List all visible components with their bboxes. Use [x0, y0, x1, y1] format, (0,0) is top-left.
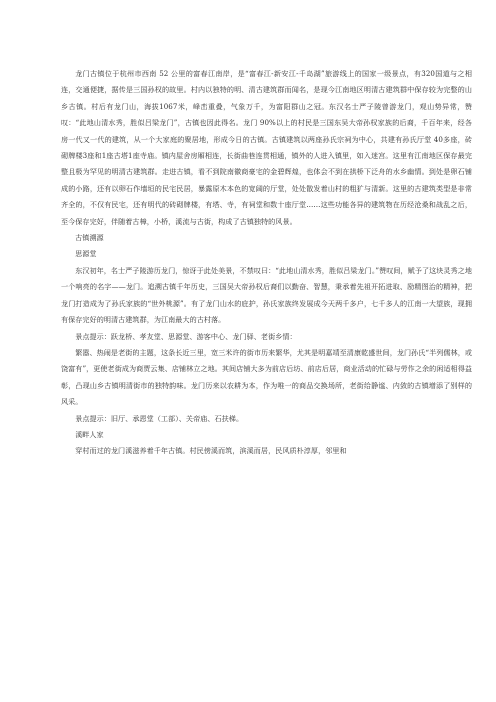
siyuan-paragraph: 东汉初年，名士严子陵游历龙门，惊讶于此处美景，不禁叹曰：“此地山清水秀，胜似吕梁龙门。”赞叹间，赋予了这块灵秀之地一个响亮的名字——龙门。追溯古镇千年历史，三国吴大帝孙权后裔们以勤奋、智慧，秉承着先祖开拓进取、励精图治的精神，把龙门打造成为了孙氏家族的“世外桃源”。有了龙门山水的庇护，孙氏家族终发展成今天两千多户，七千多人的江南一大望族，现拥有保存完好的明清古建筑群，为江南最大的古村落。	[61, 265, 472, 325]
creek-paragraph: 穿村而过的龙门溪滋养着千年古镇。村民傍溪而筑，滨溪而居，民风质朴淳厚，邻里和	[75, 446, 347, 456]
scenic-tip-1: 景点提示：跃龙桥、孝友堂、思源堂、游客中心、龙门驿、老街乡情：	[75, 331, 297, 341]
scenic-tip-2: 景点提示：旧厅、承恩堂（工部）、关帝庙、石扶梯。	[75, 413, 244, 423]
section-heading-origin: 古镇溯源	[75, 233, 104, 243]
sub-heading-siyuan: 思源堂	[75, 249, 97, 259]
intro-paragraph: 龙门古镇位于杭州市西南 52 公里的富春江南岸，是“富春江-新安江-千岛湖”旅游线上的国家一级景点，有320国道与之相连，交通便捷，据传是三国孙权的故里。村内以独特的明、清古建筑群而闻名，是现今江南地区明清古建筑群中保存较为完整的山乡古镇。村后有龙门山，海拔1067米，峰峦重叠，气象万千，为富阳群山之冠。东汉名士严子陵曾游龙门，观山势异常，赞叹：“此地山清水秀，胜似吕梁龙门”，古镇也因此得名。龙门 90%以上的村民是三国东吴大帝孙权家族的后裔，千百年来，经各房一代又一代的建筑，从一个大家庭的聚居地，形成今日的古镇。古镇建筑以两座孙氏宗祠为中心，共建有孙氏厅堂 40多座，砖砌牌楼3座和1座古塔1座寺庙。镇内屋舍房厢相连，长街曲巷连贯相通，镇外的人进入镇里，如入迷宫。这里有江南地区保存最完整且极为罕见的明清古建筑群。走进古镇，看不到院南徽商豪宅的金碧辉煌，也体会不到在拱桥下泛舟的水乡幽情。到处是卵石铺成的小路，还有以卵石作墙垣的民宅民居，暴露原木本色的宽阔的厅堂，处处散发着山村的粗犷与清新。这里的古建筑类型是非常齐全的，不仅有民宅，还有明代的砖砌牌楼，有塔、寺，有祠堂和数十座厅堂……这些功能各异的建筑物在历经沧桑和战乱之后，至今保存完好，伴随着古樟，小桥，溪流与古街，构成了古镇独特的风景。	[61, 69, 472, 226]
old-street-paragraph: 繁嚣、热闹是老街的主题，这条长近三里，宽三米许的街市历来繁华，尤其是明嘉靖至清康乾盛世间，龙门孙氏“半列儒林，或饶富有”，更使老街成为商贾云集、店铺林立之地。其间店铺大多为前店后坊、前店后居，商业活动的忙碌与劳作之余的闲适相得益彰，凸现山乡古镇明清街市的独特韵味。龙门历来以农耕为本，作为唯一的商品交换场所，老街给静谧、内敛的古镇增添了别样的风采。	[61, 347, 472, 407]
sub-heading-creek: 溪畔人家	[75, 429, 104, 439]
